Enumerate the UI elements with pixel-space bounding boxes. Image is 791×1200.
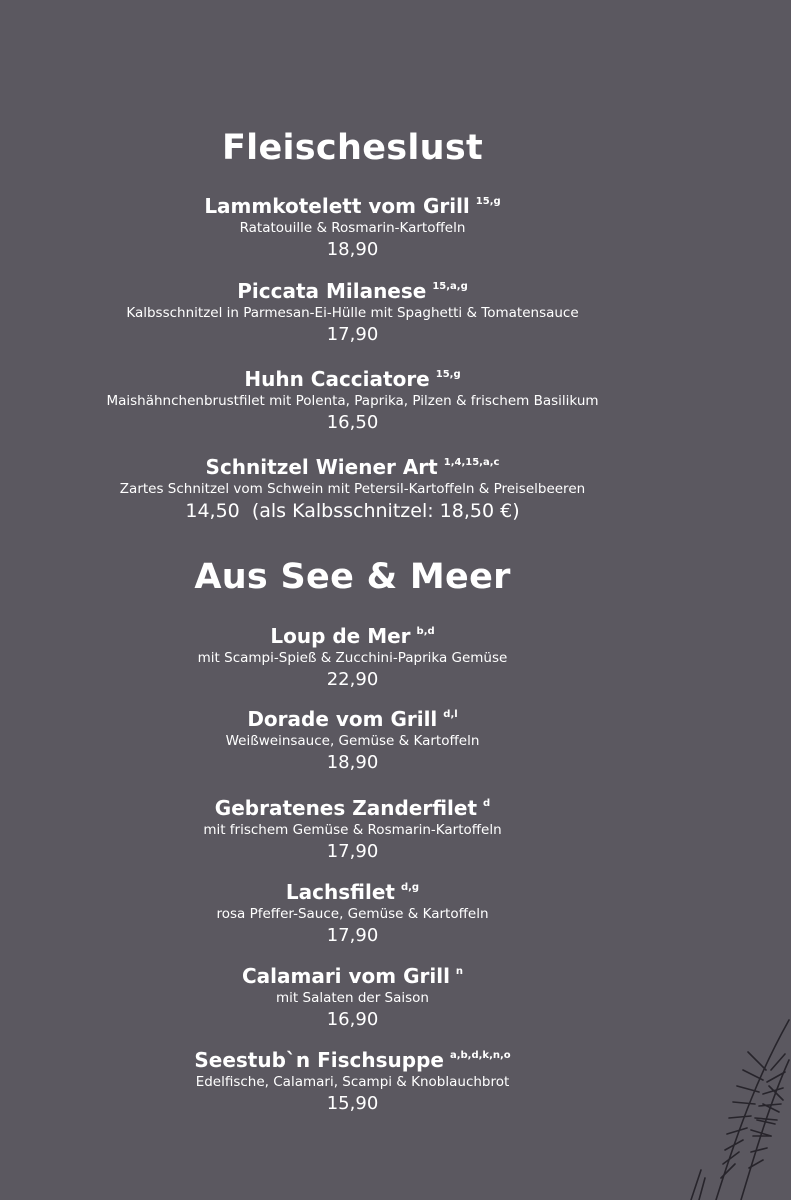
item-price: 18,90 xyxy=(326,239,379,260)
item-name xyxy=(244,367,460,391)
item-name xyxy=(206,455,500,479)
allergen-codes: d,l xyxy=(443,709,458,720)
item-price: 17,90 xyxy=(326,841,379,862)
menu-item-calamari-vom-grill xyxy=(0,964,705,1032)
item-name-text: Calamari vom Grill xyxy=(241,964,450,988)
allergen-codes: b,d xyxy=(416,626,435,637)
item-description: Zartes Schnitzel vom Schwein mit Petersil-Kartoffeln & Preiselbeeren xyxy=(119,481,586,497)
item-name xyxy=(242,964,463,988)
item-price: 18,90 xyxy=(326,752,379,773)
allergen-codes: a,b,d,k,n,o xyxy=(449,1050,511,1061)
section-title-aus-see-und-meer: Aus See & Meer xyxy=(194,557,511,597)
item-price: 16,50 xyxy=(326,412,379,433)
menu-item-gebratenes-zanderfilet xyxy=(0,796,705,864)
item-description: Weißweinsauce, Gemüse & Kartoffeln xyxy=(225,733,480,749)
allergen-codes: 15,g xyxy=(435,369,461,380)
item-name-text: Piccata Milanese xyxy=(237,279,427,303)
item-name-text: Gebratenes Zanderfilet xyxy=(214,796,478,820)
menu-item-dorade-vom-grill xyxy=(0,707,705,775)
item-description: Kalbsschnitzel in Parmesan-Ei-Hülle mit Spaghetti & Tomatensauce xyxy=(126,305,579,321)
menu-item-loup-de-mer xyxy=(0,624,705,692)
item-price: 17,90 xyxy=(326,324,379,345)
item-name xyxy=(215,796,490,820)
item-price: 16,90 xyxy=(326,1009,379,1030)
menu-item-seestubn-fischsuppe xyxy=(0,1048,705,1116)
menu-item-piccata-milanese xyxy=(0,279,705,347)
item-description: mit frischem Gemüse & Rosmarin-Kartoffeln xyxy=(203,822,502,838)
item-name xyxy=(247,707,457,731)
menu-item-lammkotelett xyxy=(0,194,705,262)
item-name-text: Huhn Cacciatore xyxy=(244,367,430,391)
item-description: rosa Pfeffer-Sauce, Gemüse & Kartoffeln xyxy=(216,906,489,922)
item-name xyxy=(204,194,500,218)
allergen-codes: d xyxy=(483,798,491,809)
item-price: 14,50 (als Kalbsschnitzel: 18,50 €) xyxy=(185,500,520,522)
item-name-text: Schnitzel Wiener Art xyxy=(205,455,438,479)
section-title-fleischeslust: Fleischeslust xyxy=(221,128,484,168)
item-name-text: Lammkotelett vom Grill xyxy=(204,194,470,218)
item-price: 17,90 xyxy=(326,925,379,946)
item-name-text: Lachsfilet xyxy=(285,880,395,904)
item-name-text: Seestub`n Fischsuppe xyxy=(194,1048,444,1072)
item-name-text: Dorade vom Grill xyxy=(247,707,438,731)
menu-item-schnitzel-wiener-art xyxy=(0,455,705,523)
item-description: Ratatouille & Rosmarin-Kartoffeln xyxy=(239,220,466,236)
item-description: mit Salaten der Saison xyxy=(276,990,429,1006)
item-name xyxy=(286,880,419,904)
allergen-codes: 15,a,g xyxy=(432,281,468,292)
allergen-codes: 15,g xyxy=(475,196,501,207)
allergen-codes: 1,4,15,a,c xyxy=(443,457,500,468)
item-price: 22,90 xyxy=(326,669,379,690)
allergen-codes: n xyxy=(455,966,464,977)
item-name-text: Loup de Mer xyxy=(270,624,411,648)
item-name xyxy=(270,624,434,648)
menu-item-lachsfilet xyxy=(0,880,705,948)
item-description: mit Scampi-Spieß & Zucchini-Paprika Gemüse xyxy=(197,650,508,666)
item-price: 15,90 xyxy=(326,1093,379,1114)
item-name xyxy=(194,1048,510,1072)
menu-item-huhn-cacciatore xyxy=(0,367,705,435)
item-description: Edelfische, Calamari, Scampi & Knoblauchbrot xyxy=(195,1074,510,1090)
item-description: Maishähnchenbrustfilet mit Polenta, Paprika, Pilzen & frischem Basilikum xyxy=(106,393,599,409)
allergen-codes: d,g xyxy=(400,882,420,893)
item-name xyxy=(237,279,468,303)
